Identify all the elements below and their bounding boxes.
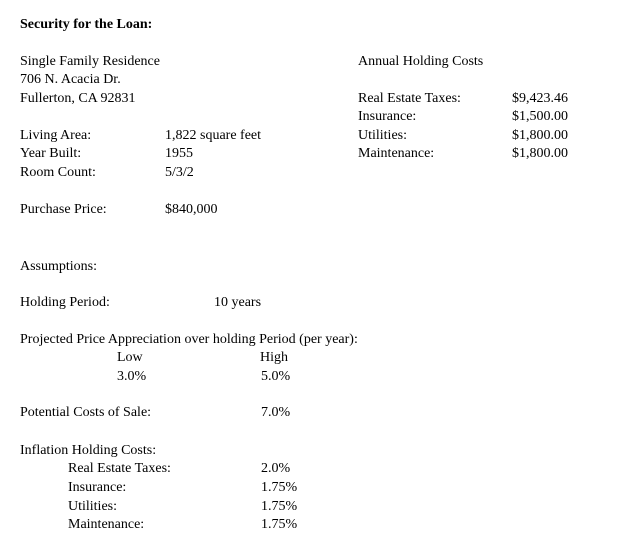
inflation-value: 1.75% [261, 480, 298, 495]
inflation-label: Real Estate Taxes: [68, 461, 171, 476]
inflation-value: 2.0% [261, 461, 291, 476]
detail-label: Year Built: [20, 146, 82, 161]
detail-value: 5/3/2 [165, 165, 194, 180]
inflation-label: Maintenance: [68, 517, 145, 532]
inflation-title: Inflation Holding Costs: [20, 443, 157, 458]
purchase-price-value: $840,000 [165, 202, 218, 217]
holding-cost-label: Utilities: [358, 128, 407, 143]
property-street: 706 N. Acacia Dr. [20, 72, 121, 87]
holding-cost-label: Insurance: [358, 109, 417, 124]
holding-cost-label: Maintenance: [358, 146, 435, 161]
holding-cost-value: $1,500.00 [512, 109, 568, 124]
holding-cost-value: $9,423.46 [512, 91, 568, 106]
holding-cost-label: Real Estate Taxes: [358, 91, 461, 106]
inflation-value: 1.75% [261, 499, 298, 514]
property-city: Fullerton, CA 92831 [20, 91, 136, 106]
appreciation-high-value: 5.0% [261, 369, 291, 384]
property-type: Single Family Residence [20, 54, 160, 69]
holding-period-label: Holding Period: [20, 295, 110, 310]
inflation-label: Utilities: [68, 499, 117, 514]
sale-costs-value: 7.0% [261, 405, 291, 420]
appreciation-low-value: 3.0% [117, 369, 147, 384]
inflation-label: Insurance: [68, 480, 127, 495]
holding-costs-title: Annual Holding Costs [358, 54, 484, 69]
holding-cost-value: $1,800.00 [512, 128, 568, 143]
inflation-value: 1.75% [261, 517, 298, 532]
detail-label: Room Count: [20, 165, 96, 180]
holding-period-value: 10 years [214, 295, 262, 310]
detail-value: 1,822 square feet [165, 128, 262, 143]
appreciation-low-label: Low [117, 350, 143, 365]
purchase-price-label: Purchase Price: [20, 202, 107, 217]
detail-label: Living Area: [20, 128, 92, 143]
assumptions-title: Assumptions: [20, 259, 98, 274]
appreciation-title: Projected Price Appreciation over holding Period (per year): [20, 332, 358, 347]
appreciation-high-label: High [260, 350, 288, 365]
sale-costs-label: Potential Costs of Sale: [20, 405, 152, 420]
detail-value: 1955 [165, 146, 193, 161]
page-title: Security for the Loan: [20, 17, 153, 32]
holding-cost-value: $1,800.00 [512, 146, 568, 161]
